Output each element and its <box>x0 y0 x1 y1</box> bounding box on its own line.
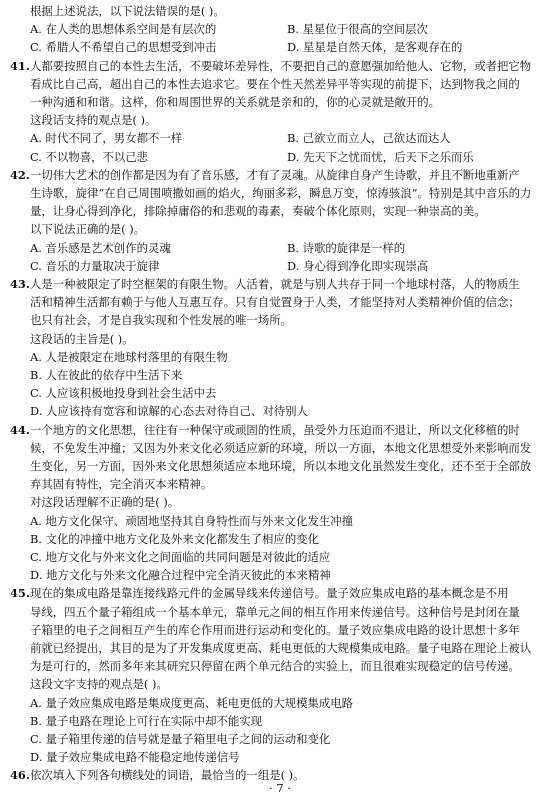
q41-stem: 这段话支持的观点是( )。 <box>30 113 157 128</box>
q45-text-2: 导线，四五个量子箱组成一个基本单元，靠单元之间的相互作用来传递信号。这种信号是封闭在量 <box>30 604 520 619</box>
q43-text-3: 也只有社会，才是自我实现和个性发展的唯一场所。 <box>30 313 292 328</box>
q44-text-2: 候，不免发生冲撞；又因为外来文化必须适应新的环境，所以一方面，本地文化思想受外来影响而发 <box>30 440 532 455</box>
q45-option-b: B. 量子电路在理论上可行在实际中却不能实现 <box>30 713 263 728</box>
q44-option-a: A. 地方文化保守、顽固地坚持其自身特性而与外来文化发生冲撞 <box>30 513 354 528</box>
q40-option-d: D. 星星是自然天体，是客观存在的 <box>287 40 463 55</box>
q44-number: 44. <box>10 422 30 437</box>
q42-stem: 以下说法正确的是( )。 <box>30 222 146 237</box>
q44-text-3: 生变化，另一方面，因外来文化思想须适应本地环境，所以本地文化虽然发生变化，还不至于全部放 <box>30 459 532 473</box>
q42-text-2: 生诗歌，旋律“在自己周围喷撒如画的焰火，绚丽多彩，瞬息万变，惊涛骇浪”。特别是其中音乐的力 <box>30 186 532 200</box>
q46-number: 46. <box>10 768 30 783</box>
q41-option-c: C. 不以物喜，不以己悲 <box>30 149 149 164</box>
q42-text-1: 一切伟大艺术的创作都是因为有了音乐感，才有了灵魂。从旋律自身产生诗歌，并且不断地重新产 <box>30 167 520 182</box>
q45-text-1: 现在的集成电路是靠连接线路元件的金属导线来传递信号。量子效应集成电路的基本概念是不用 <box>30 586 509 601</box>
q42-option-b: B. 诗歌的旋律是一样的 <box>287 240 406 255</box>
q41-option-b: B. 己欲立而立人，己欲达而达人 <box>287 131 451 146</box>
q45-option-c: C. 量子箱里传递的信号就是量子箱里电子之间的运动和变化 <box>30 732 331 746</box>
q45-stem: 这段文字支持的观点是( )。 <box>30 677 168 692</box>
q45-text-5: 为是可行的，然而多年来其研究只停留在两个单元结合的实验上，而且很难实现稳定的信号传递。 <box>30 659 520 674</box>
q40-option-b: B. 星星位于很高的空间层次 <box>287 22 428 37</box>
q40-stem: 根据上述说法，以下说法错误的是( )。 <box>30 4 225 18</box>
q45-option-a: A. 量子效应集成电路是集成度更高、耗电更低的大规模集成电路 <box>30 695 354 710</box>
q46-text-1: 依次填入下列各句横线处的词语，最恰当的一组是( )。 <box>30 768 305 783</box>
q41-option-d: D. 先天下之忧而忧，后天下之乐而乐 <box>287 149 474 164</box>
q42-text-3: 量，让身心得到净化，排除掉庸俗的和悲观的毒素，奏破个体化原则，实现一种崇高的美。 <box>30 204 486 219</box>
q45-text-3: 子箱里的电子之间相互产生的库仑作用而进行运动和变化的。量子效应集成电路的设计思想十多年 <box>30 622 520 637</box>
q42-number: 42. <box>10 167 30 182</box>
q42-option-a: A. 音乐感是艺术创作的灵魂 <box>30 240 171 255</box>
q45-number: 45. <box>10 586 30 601</box>
q44-text-4: 弃其固有特性，完全消灭本来精神。 <box>30 477 213 492</box>
q43-option-c: C. 人应该积极地投身到社会生活中去 <box>30 386 217 401</box>
q44-option-b: B. 文化的冲撞中地方文化及外来文化都发生了相应的变化 <box>30 531 319 546</box>
q41-text-1: 人都要按照自己的本性去生活，不要破坏差异性，不要把自己的意愿强加给他人、它物，或者把它物 <box>30 58 532 73</box>
q40-option-c: C. 希腊人不希望自己的思想受到冲击 <box>30 40 217 55</box>
q42-option-c: C. 音乐的力量取决于旋律 <box>30 258 160 273</box>
q43-text-2: 活和精神生活都有赖于与他人互惠互存。只有自觉置身于人类，才能坚持对人类精神价值的信念； <box>30 295 520 310</box>
q43-stem: 这段话的主旨是( )。 <box>30 331 134 346</box>
q44-text-1: 一个地方的文化思想，往往有一种保守或顽固的性质，虽受外力压迫而不退让，所以文化移植的时 <box>30 422 520 437</box>
page-number: · 7 · <box>269 781 291 795</box>
q43-option-d: D. 人应该持有宽容和谅解的心态去对待自己、对待别人 <box>30 404 308 419</box>
q44-option-d: D. 地方文化与外来文化融合过程中完全消灭彼此的本来精神 <box>30 568 331 583</box>
q43-number: 43. <box>10 277 30 291</box>
q44-option-c: C. 地方文化与外来文化之间面临的共同问题是对彼此的适应 <box>30 550 331 564</box>
q41-option-a: A. 时代不同了，男女都不一样 <box>30 131 183 146</box>
q43-option-a: A. 人是被限定在地球村落里的有限生物 <box>30 349 228 364</box>
q43-text-1: 人是一种被限定了时空框架的有限生物。人活着，就是与别人共存于同一个地球村落，人的物质生 <box>30 277 520 291</box>
q45-text-4: 前就已经提出，其目的是为了开发集成度更高、耗电更低的大规模集成电路。量子电路在理论上被认 <box>30 641 532 655</box>
q44-stem: 对这段话理解不正确的是( )。 <box>30 495 180 510</box>
q42-option-d: D. 身心得到净化即实现崇高 <box>287 258 429 273</box>
q41-number: 41. <box>10 58 30 73</box>
q41-text-3: 一种沟通和和谐。这样，你和周围世界的关系就是亲和的，你的心灵就是敞开的。 <box>30 95 441 109</box>
q40-option-a: A. 在人类的思想体系空间是有层次的 <box>30 22 217 37</box>
q41-text-2: 看成比自己高，超出自己的本性去追求它。要在个性天然差异平等实现的前提下，达到物我之间的 <box>30 76 520 91</box>
q43-option-b: B. 人在彼此的依存中生活下来 <box>30 368 183 382</box>
q45-option-d: D. 量子效应集成电路不能稳定地传递信号 <box>30 750 240 765</box>
